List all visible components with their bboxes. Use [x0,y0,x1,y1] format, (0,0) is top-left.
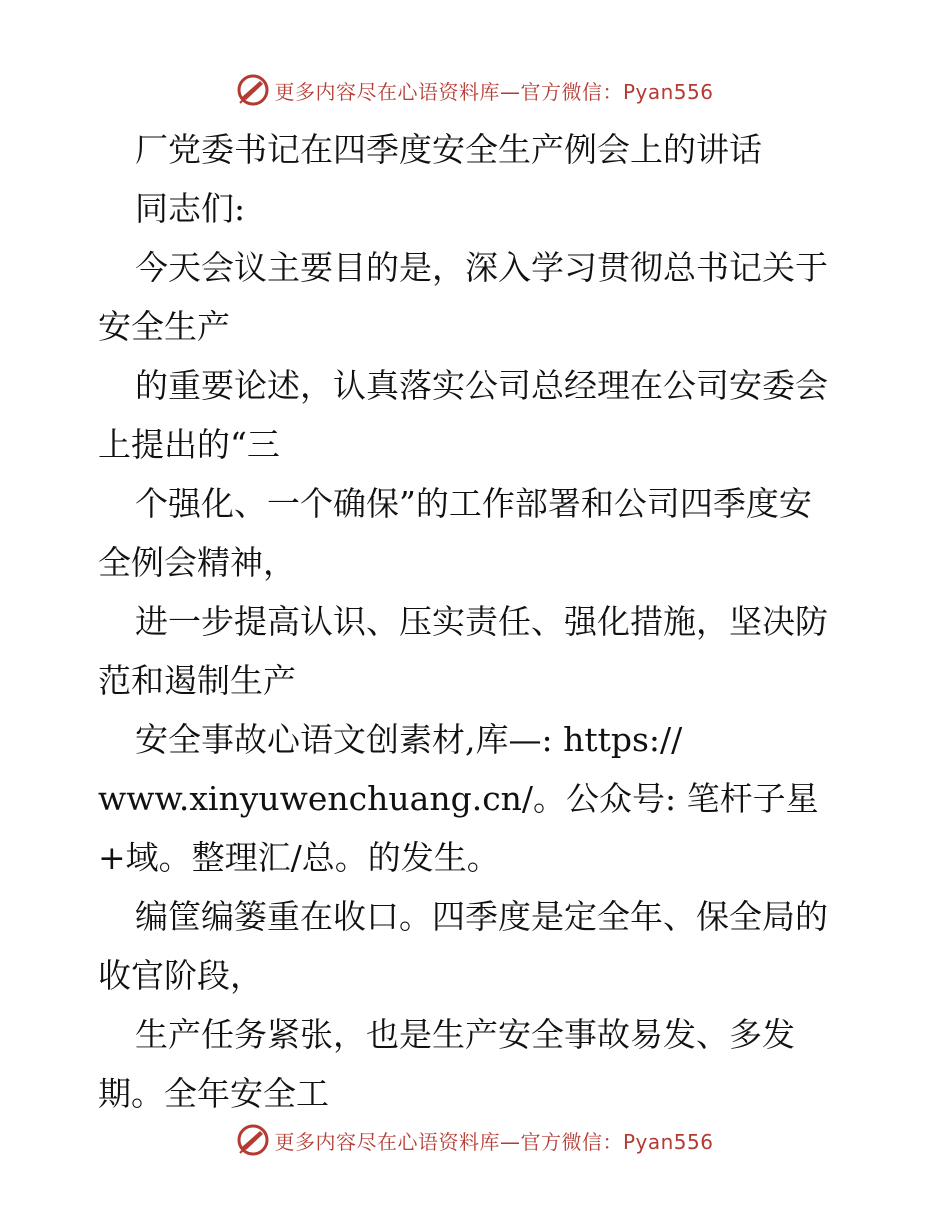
header-banner-inner [236,73,713,107]
document-line: 今天会议主要目的是，深入学习贯彻总书记关于 [135,248,828,287]
document-line: 安全生产 [98,307,230,346]
footer-brand: 更多内容尽在心语资料库 [274,1129,500,1154]
document-line: 范和遏制生产 [98,661,296,700]
document-line: 进一步提高认识、压实责任、强化措施，坚决防 [135,602,828,641]
header-contact: 官方微信：Pyan556 [520,79,714,104]
header-banner [0,70,950,110]
quill-pen-logo-icon [236,1123,270,1157]
document-line: +域。整理汇/总。的发生。 [98,838,500,877]
document-line: 上提出的“三 [98,425,280,464]
document-line: 全例会精神， [98,543,296,582]
document-line: 编筐编篓重在收口。四季度是定全年、保全局的 [135,897,828,936]
footer-separator: — [499,1129,521,1154]
footer-contact: 官方微信：Pyan556 [520,1129,714,1154]
footer-banner-text [274,1126,713,1155]
document-line: 同志们: [135,189,246,228]
document-line: www.xinyuwenchuang.cn/。公众号: 笔杆子星 [98,779,819,818]
header-brand: 更多内容尽在心语资料库 [274,79,500,104]
document-line: 的重要论述，认真落实公司总经理在公司安委会 [135,366,828,405]
document-line: 生产任务紧张，也是生产安全事故易发、多发 [135,1015,795,1054]
quill-pen-logo-icon [236,73,270,107]
footer-banner [0,1120,950,1160]
document-line: 厂党委书记在四季度安全生产例会上的讲话 [135,130,762,169]
document-line: 个强化、一个确保”的工作部署和公司四季度安 [135,484,812,523]
document-body [98,120,858,1123]
document-line: 安全事故心语文创素材,库—: https:// [135,720,683,759]
document-line: 收官阶段， [98,956,263,995]
header-separator: — [499,79,521,104]
footer-banner-inner [236,1123,713,1157]
document-line: 期。全年安全工 [98,1074,329,1113]
header-banner-text [274,76,713,105]
